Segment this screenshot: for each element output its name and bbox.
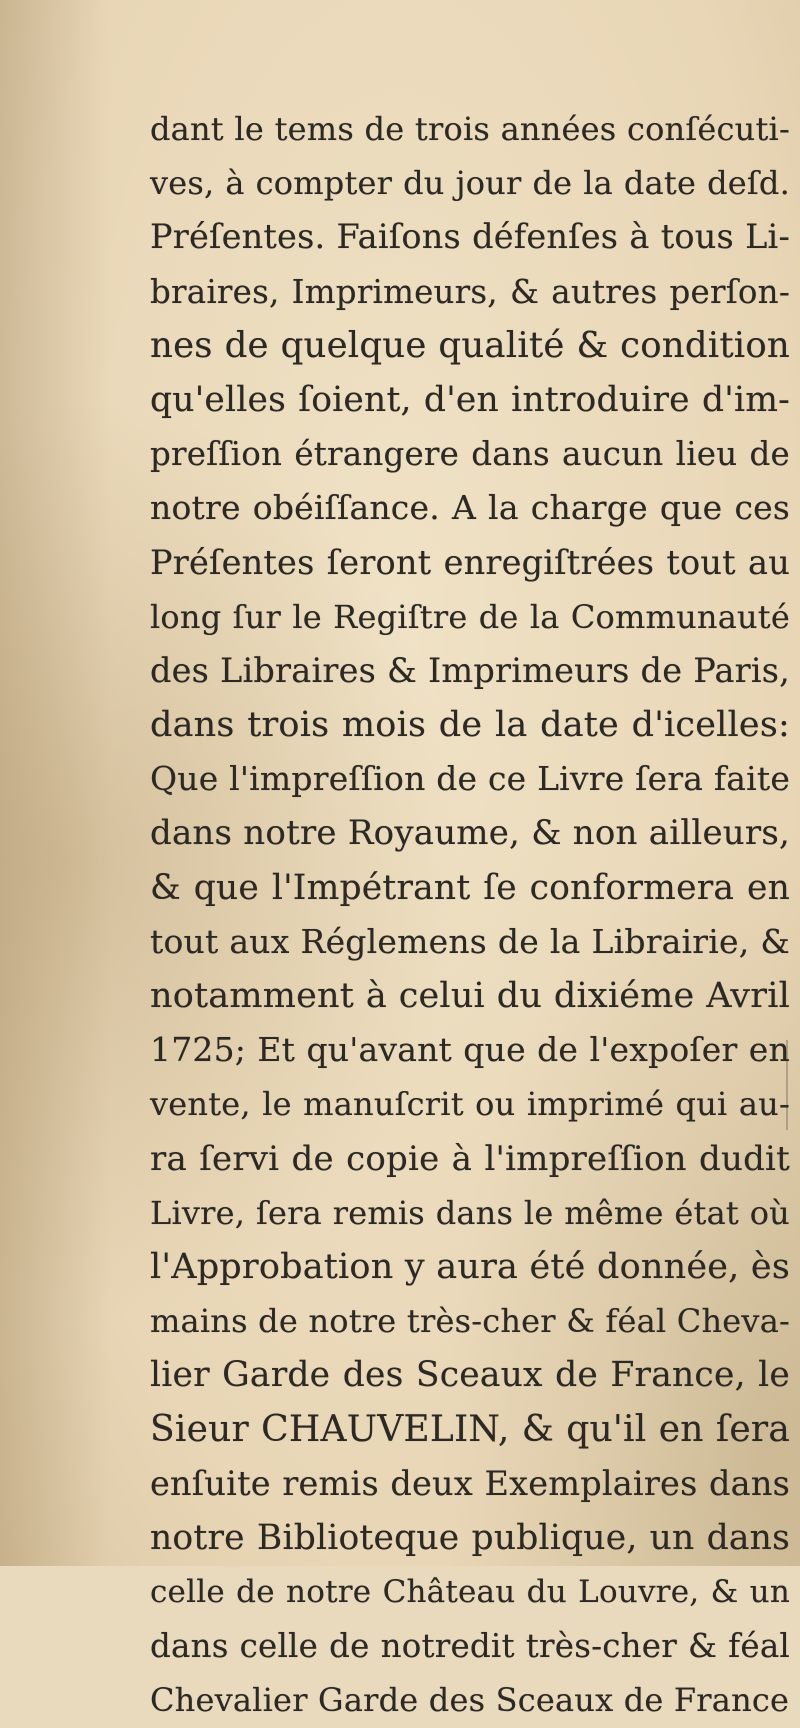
text-line: notre Biblioteque publique, un dans [150,1517,790,1558]
text-line: braires, Imprimeurs, & autres perſon- [150,272,790,311]
text-line: Que l'impreſſion de ce Livre ſera faite [150,759,791,799]
text-line: ves, à compter du jour de la date deſd. [150,164,790,203]
text-line: celle de notre Château du Louvre, & un [150,1574,790,1611]
text-line: ra ſervi de copie à l'impreſſion dudit [150,1138,790,1179]
text-line: Sieur CHAUVELIN, & qu'il en ſera [150,1408,790,1450]
text-line: Livre, ſera remis dans le même état où [150,1193,790,1232]
text-line: dant le tems de trois années conſécuti- [150,110,790,148]
text-line: mains de notre très-cher & féal Cheva- [150,1302,790,1341]
text-line: notre obéiſſance. A la charge que ces [150,488,790,528]
text-line: qu'elles ſoient, d'en introduire d'im- [150,379,790,420]
text-line: Préſentes. Faiſons défenſes à tous Li- [150,217,790,257]
text-line: & que l'Impétrant ſe conformera en [150,867,790,908]
page-edge-shadow [0,0,110,1566]
text-line: Chevalier Garde des Sceaux de France [150,1681,790,1720]
text-line: notamment à celui du dixiéme Avril [150,976,790,1016]
text-line: vente, le manuſcrit ou imprimé qui au- [150,1085,790,1124]
text-line: long ſur le Regiſtre de la Communauté [150,597,790,636]
text-line: nes de quelque qualité & condition [150,324,790,366]
text-line: Préſentes ſeront enregiſtrées tout au [150,542,790,582]
text-line: des Libraires & Imprimeurs de Paris, [150,650,790,690]
text-line: dans notre Royaume, & non ailleurs, [150,813,790,854]
text-line: lier Garde des Sceaux de France, le [150,1355,790,1396]
body-text [150,102,790,1728]
text-line: 1725; Et qu'avant que de l'expoſer en [150,1030,790,1070]
text-line: tout aux Réglemens de la Librairie, & [150,921,790,961]
text-line: l'Approbation y aura été donnée, ès [150,1246,790,1287]
text-line: enſuite remis deux Exemplaires dans [150,1463,790,1503]
text-line: dans trois mois de la date d'icelles: [150,705,790,746]
text-line: preſſion étrangere dans aucun lieu de [150,435,790,474]
text-line: dans celle de notredit très-cher & féal [150,1627,790,1666]
